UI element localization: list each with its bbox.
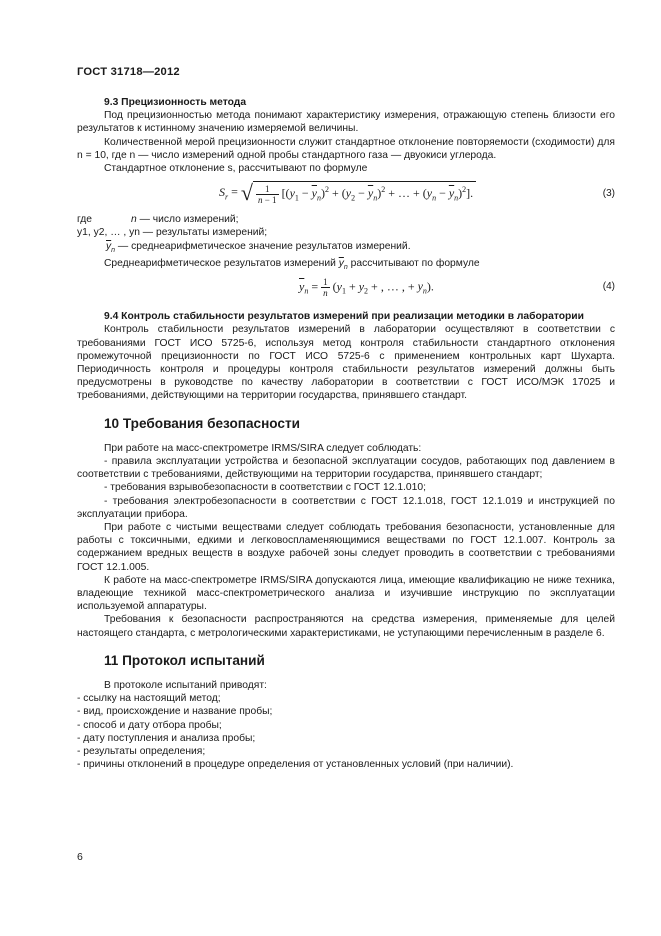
protocol-list [77,692,615,771]
paragraph: Контроль стабильности результатов измерений в лаборатории осуществляют в соответствии с требованиями ГОСТ ИСО 5725-6, используя метод контроля стабильности стандартного отклонения промежуточной прецизионности по ГОСТ ИСО 5725-6 с применением контрольных карт Шухарта. Периодичность контроля и процедуры контроля стабильности результатов измерений должны быть предусмотрены в руководстве по качеству лаборатории в соответствии с ГОСТ ИСО/МЭК 17025 и требованиями, действующими на территории государства, принявшего стандарт. [77,324,615,402]
section-9-4-title: 9.4 Контроль стабильности результатов измерений при реализации методики в лаборатории [104,311,584,323]
paragraph: - правила эксплуатации устройства и безопасной эксплуатации сосудов, работающих под давлением в соответствии с требованиями, действующими на территории государства, принявшего стандарт; [77,455,615,481]
paragraph: Под прецизионностью метода понимают характеристику измерения, отражающую степень близости его результатов к истинному значению измеряемой величины. [77,110,615,135]
legend-where: где [77,214,93,226]
legend-n: n — число измерений; [131,214,239,226]
list-item: - результаты определения; [77,746,206,758]
legend-y: y1, y2, … , yn — результаты измерений; [77,227,268,239]
list-item: - ссылку на настоящий метод; [77,693,221,705]
paragraph: При работе на масс-спектрометре IRMS/SIRA следует соблюдать: [104,442,422,454]
paragraph: В протоколе испытаний приводят: [104,680,267,691]
legend-ymean: $\overline{y}_n$ — среднеарифметическое значение результатов измерений. [106,240,411,254]
paragraph: К работе на масс-спектрометре IRMS/SIRA допускаются лица, имеющие квалификацию не ниже техника, владеющие техникой масс-спектрометрического анализа и изучившие инструкцию по эксплуатации используемой аппаратуры. [77,574,615,613]
list-item: - вид, происхождение и название пробы; [77,706,273,718]
formula-legend [77,213,615,257]
paragraph: При работе с чистыми веществами следует соблюдать требования безопасности, установленные для работы с токсичными, едкими и легковоспламеняющимися веществами по ГОСТ 12.1.007. Контроль за содержанием вредных веществ в воздухе рабочей зоны следует проводить в соответствии с требованиями ГОСТ 12.1.005. [77,521,615,573]
formula-3-expression: $S_r$ = √ $\frac{1}{n - 1}$ [$(y_1 - \overline{y}_n)^2 + (y_2 - \overline{y}_n)^2$ + … + $(y_n - \overline{y}_n)^2$]. [219,181,476,205]
equation-number: (3) [602,188,615,200]
formula-4-expression: $\overline{y}_n$ = $\frac{1}{n}$ ($y_1 + y_2$ + , … , + $y_n$). [299,277,434,299]
section-9-3-title: 9.3 Прецизионность метода [104,97,247,108]
list-item: - способ и дату отбора пробы; [77,719,222,731]
paragraph: - требования взрывобезопасности в соответствии с ГОСТ 12.1.010; [104,482,426,494]
document-header: ГОСТ 31718—2012 [77,66,180,78]
list-item: - причины отклонений в процедуре определения от установленных условий (при наличии). [77,759,514,771]
paragraph: - требования электробезопасности в соответствии с ГОСТ 12.1.018, ГОСТ 12.1.019 и инструкцией по эксплуатации прибора. [77,495,615,520]
equation-number: (4) [602,281,615,293]
page-number: 6 [77,851,83,863]
paragraph: Количественной мерой прецизионности служит стандартное отклонение повторяемости (сходимости) для n = 10, где n — число измерений одной пробы стандартного газа — двуокиси углерода. [77,136,615,161]
document-body [77,96,615,771]
section-10-title: 10 Требования безопасности [104,415,301,431]
paragraph: Требования к безопасности распространяются на средства измерения, применяемые для целей настоящего стандарта, с метрологическими характеристиками, не уступающими перечисленным в разделе 6. [77,614,615,639]
list-item: - дату поступления и анализа пробы; [77,732,256,744]
formula-3 [77,175,615,213]
paragraph: Среднеарифметическое результатов измерений $\overline{y}_n$ рассчитывают по формуле [104,257,480,271]
paragraph: Стандартное отклонение s, рассчитывают по формуле [104,163,368,175]
section-11-title: 11 Протокол испытаний [104,652,265,668]
formula-4 [77,274,615,300]
